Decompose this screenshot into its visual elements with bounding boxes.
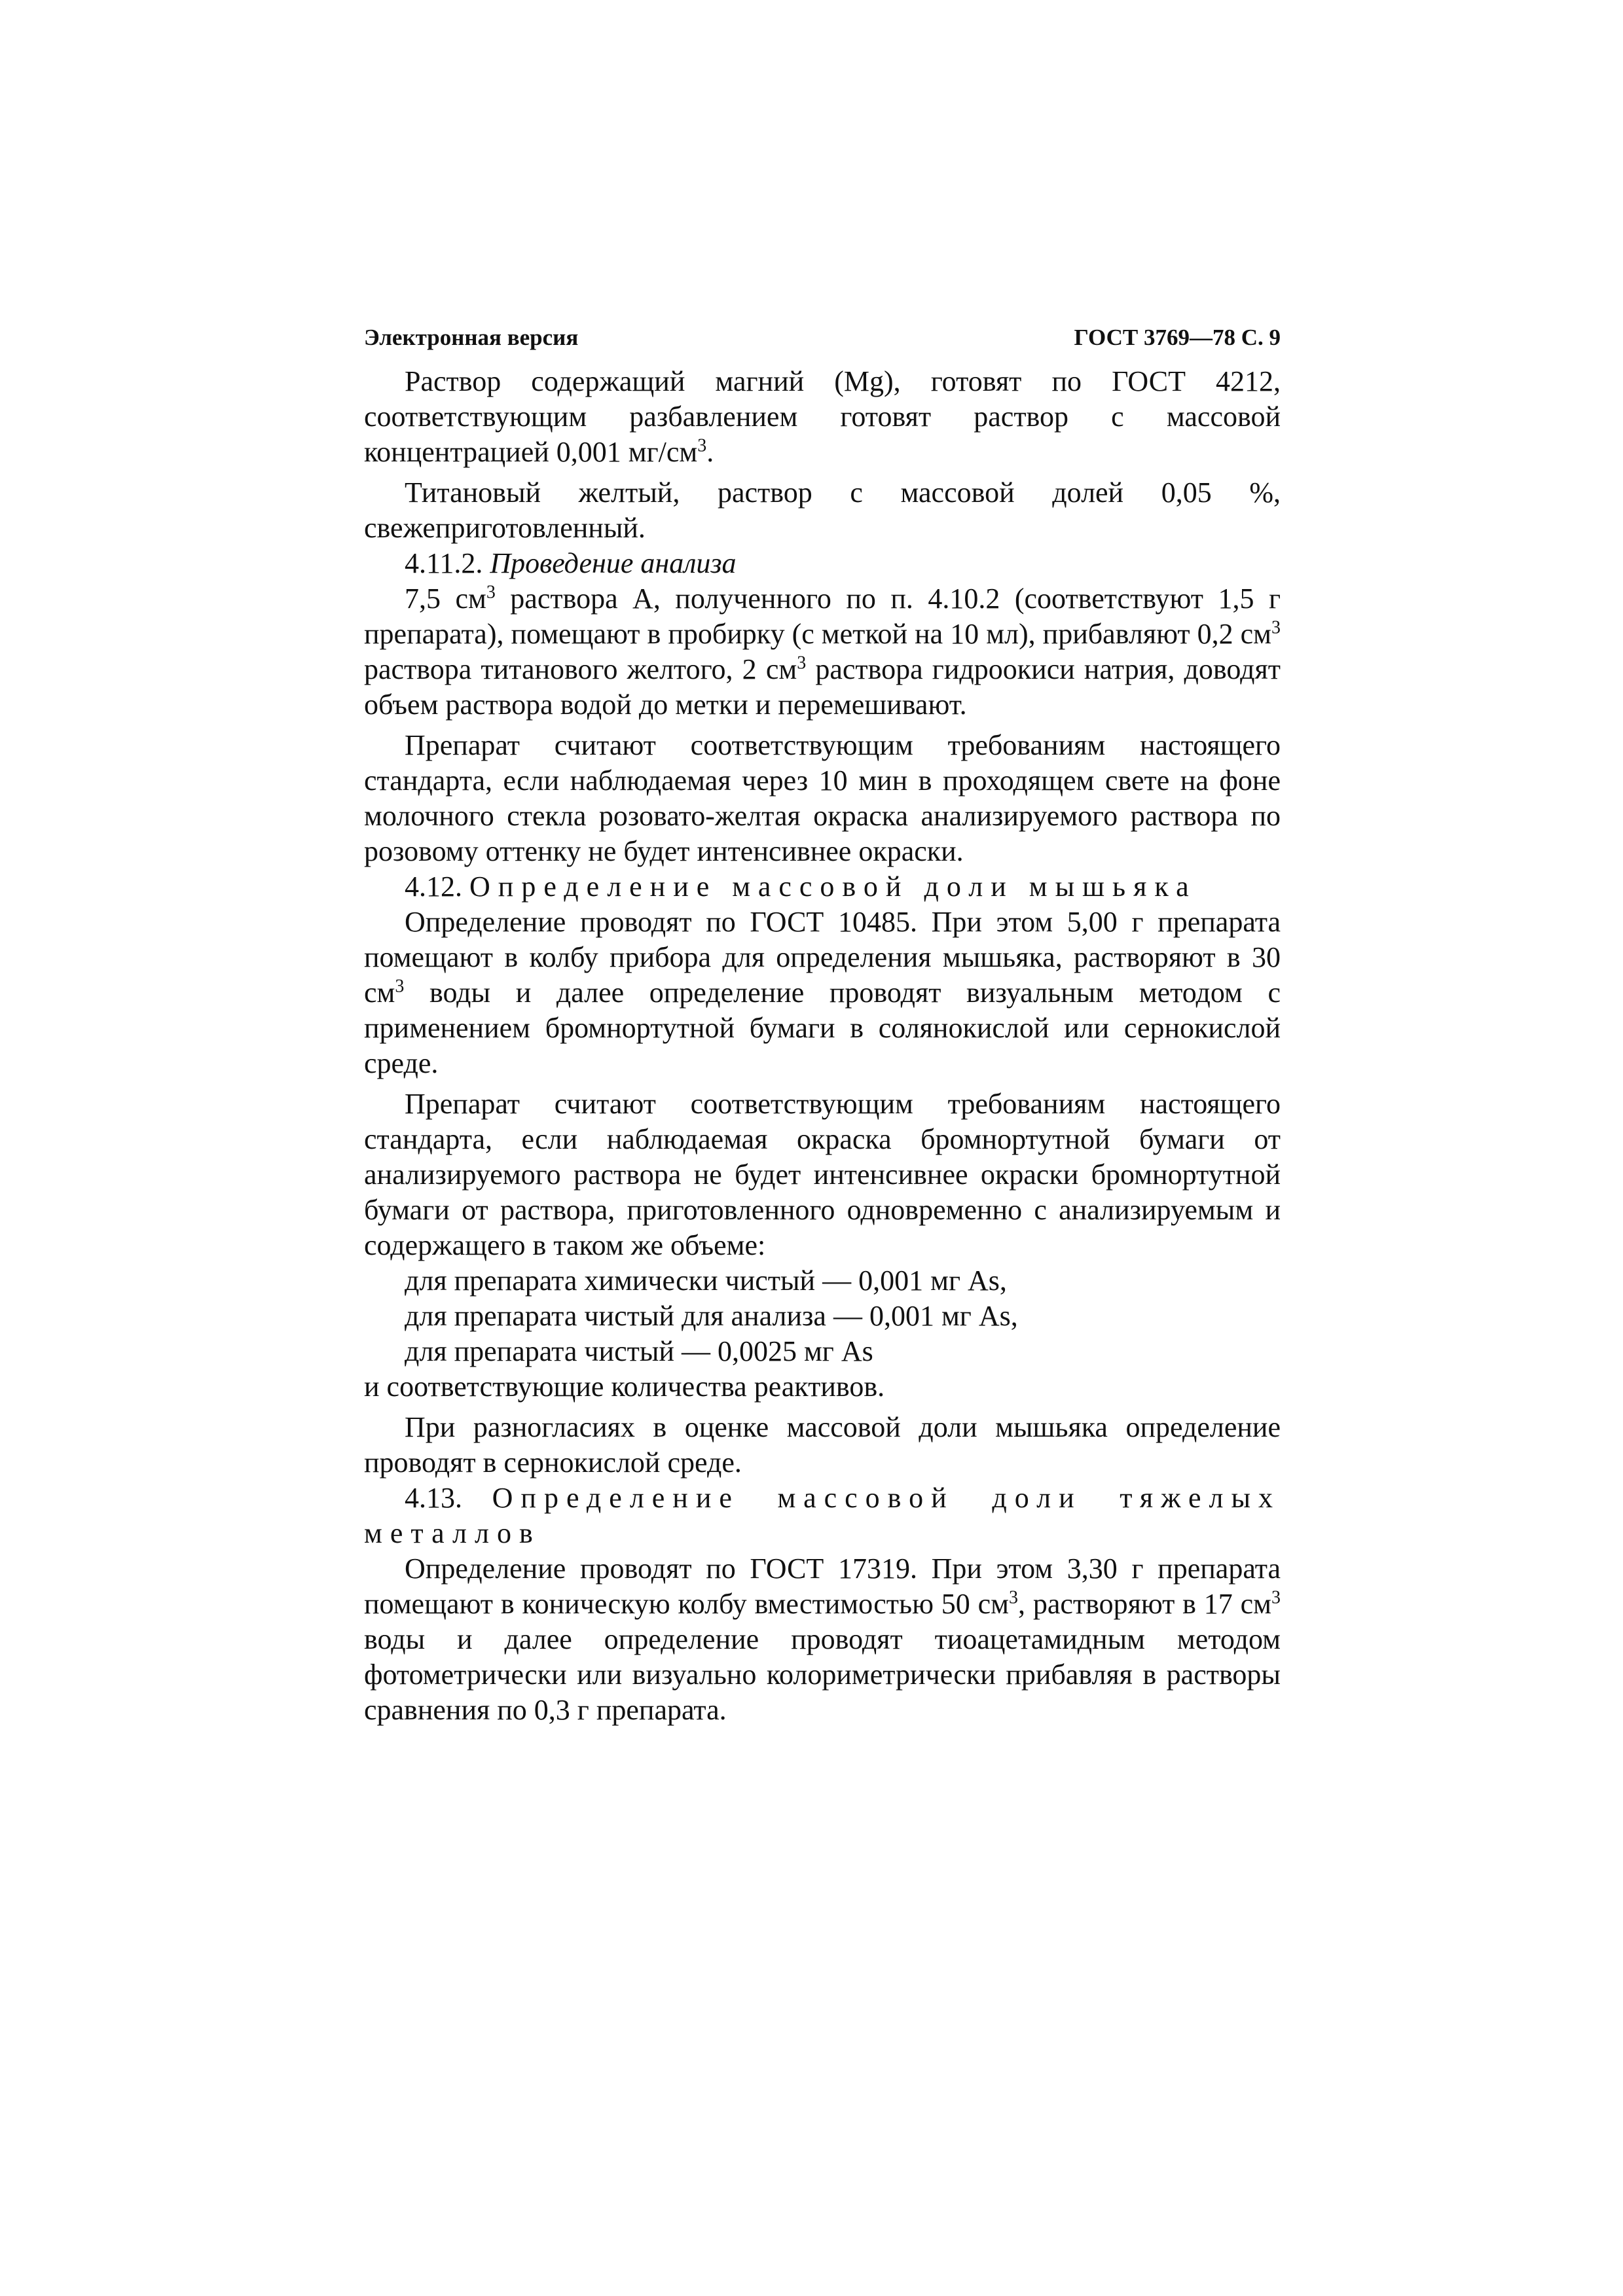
document-body	[364, 364, 1281, 1728]
section-4-12-heading: 4.12. Определение массовой доли мышьяка	[405, 870, 1197, 903]
list-item-chemically-pure: для препарата химически чистый — 0,001 мг As,	[405, 1265, 1007, 1297]
paragraph-heavy-metals-method: Определение проводят по ГОСТ 17319. При этом 3,30 г препарата помещают в коническую колбу вместимостью 50 $см^3$, растворяют в 17 $см^3$ воды и далее определение проводят тиоацетамидным методом фотометрически или визуально колориметрически прибавляя в растворы сравнения по 0,3 г препарата.	[364, 1552, 1281, 1726]
paragraph-disagreements: При разногласиях в оценке массовой доли мышьяка определение проводят в сернокислой среде.	[364, 1411, 1281, 1479]
paragraph-arsenic-method: Определение проводят по ГОСТ 10485. При этом 5,00 г препарата помещают в колбу прибора для определения мышьяка, растворяют в 30 $см^3$ воды и далее определение проводят визуальным методом с применением бромнортутной бумаги в солянокислой или сернокислой среде.	[364, 906, 1281, 1079]
header-edition-label: Электронная версия	[364, 325, 579, 350]
list-item-pure: для препарата чистый — 0,0025 мг As	[405, 1335, 873, 1367]
header-standard-page: ГОСТ 3769—78 С. 9	[1074, 325, 1281, 350]
list-item-analytical-grade: для препарата чистый для анализа — 0,001 мг As,	[405, 1300, 1018, 1332]
paragraph-analysis-procedure: 7,5 $см^3$ раствора А, полученного по п. 4.10.2 (соответствуют 1,5 г препарата), помещают в пробирку (с меткой на 10 мл), прибавляют 0,2 $см^3$ раствора титанового желтого, 2 $см^3$ раствора гидроокиси натрия, доводят объем раствора водой до метки и перемешивают.	[364, 582, 1281, 721]
paragraph-titan-yellow: Титановый желтый, раствор с массовой долей 0,05 %, свежеприготовленный.	[364, 476, 1281, 544]
paragraph-magnesium-solution: Раствор содержащий магний (Mg), готовят по ГОСТ 4212, соответствующим разбавлением готовят раствор с массовой концентрацией 0,001 $мг/см^3$.	[364, 365, 1281, 468]
paragraph-criteria-2: Препарат считают соответствующим требованиям настоящего стандарта, если наблюдаемая окраска бромнортутной бумаги от анализируемого раствора не будет интенсивнее окраски бромнортутной бумаги от раствора, приготовленного одновременно с анализируемым и содержащего в таком же объеме:	[364, 1088, 1281, 1261]
paragraph-criteria-1: Препарат считают соответствующим требованиям настоящего стандарта, если наблюдаемая через 10 мин в проходящем свете на фоне молочного стекла розовато-желтая окраска анализируемого раствора по розовому оттенку не будет интенсивнее окраски.	[364, 729, 1281, 867]
section-4-11-2-heading: 4.11.2. Проведение анализа	[405, 547, 737, 579]
paragraph-reagents: и соответствующие количества реактивов.	[364, 1371, 885, 1403]
section-4-13-heading: 4.13. Определение массовой доли тяжелых металлов	[364, 1482, 1281, 1549]
page-header	[364, 325, 1281, 351]
